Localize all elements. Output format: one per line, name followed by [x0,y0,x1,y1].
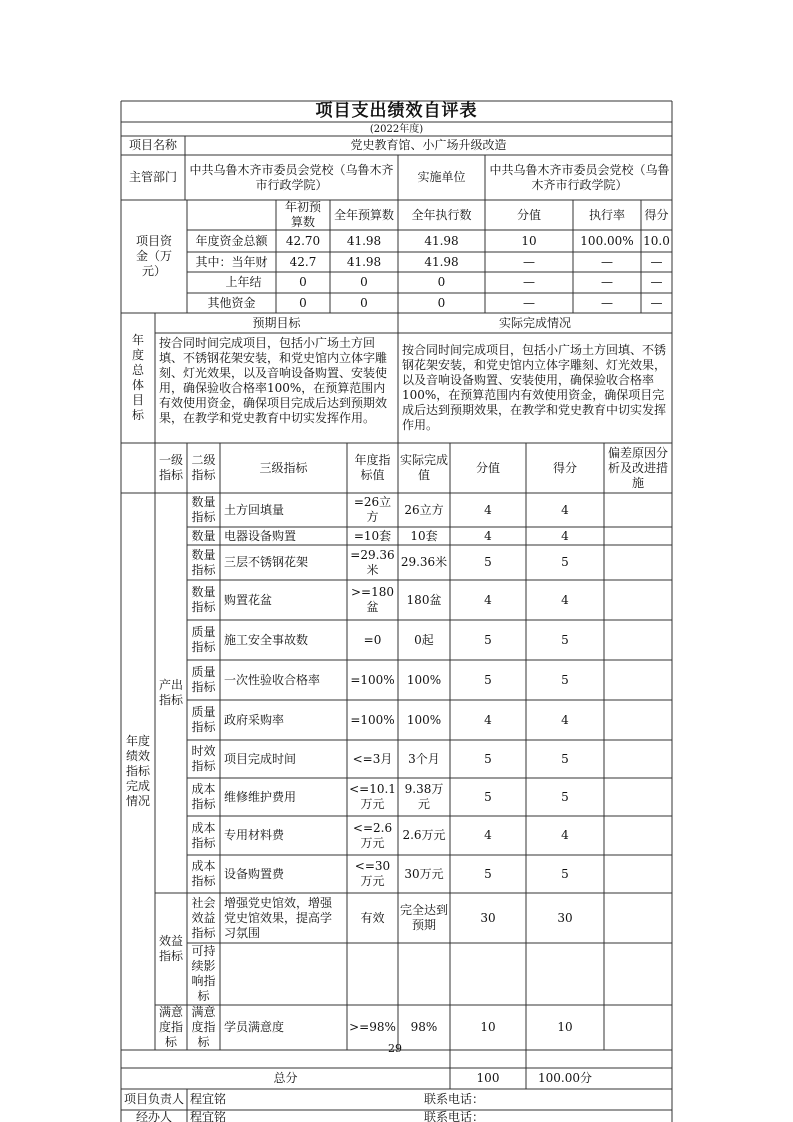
funds-row-current-points: — [523,254,535,269]
indicator-cell-level2: 质量指标 [191,625,216,654]
ind-header-deviation: 偏差原因分析及改进措施 [607,445,668,490]
ind-header-score: 得分 [552,460,577,475]
indicator-cell-level2: 数量指标 [191,547,216,577]
total-label: 总分 [273,1071,298,1085]
ind-section-label: 年度绩效指标完成情况 [126,734,151,808]
indicator-cell-level3: 项目完成时间 [224,751,297,766]
indicator-cell-level2: 成本指标 [191,820,216,850]
indicator-cell-level2: 成本指标 [191,859,216,888]
indicator-cell-target: =26立方 [353,495,392,524]
indicator-cell-points: 4 [484,592,492,607]
dept-label: 主管部门 [128,170,177,184]
indicator-cell-score: 10 [557,1020,573,1034]
indicator-cell-level3: 专用材料费 [224,828,285,842]
total-score: 100.00分 [538,1071,592,1085]
dept-value: 中共乌鲁木齐市委员会党校（乌鲁木齐市行政学院） [189,162,394,192]
indicator-cell-points: 5 [484,672,492,687]
ind-header-actual: 实际完成值 [400,453,449,482]
indicator-cell-actual: 100% [406,672,442,687]
funds-header-initial: 年初预算数 [284,200,321,229]
project-name-value: 党史教育馆、小广场升级改造 [350,138,507,152]
indicator-cell-target: >=180盆 [350,585,394,614]
indicator-cell-score: 4 [561,828,569,842]
funds-row-other-executed: 0 [437,295,446,310]
indicator-cell-target: =100% [350,712,395,727]
funds-row-other-points: — [523,295,535,310]
indicator-cell-target: 有效 [360,910,385,925]
impl-label: 实施单位 [417,170,466,184]
indicator-cell-level3: 土方回填量 [224,502,285,517]
indicator-cell-level2: 质量指标 [191,665,216,694]
year-note: (2022年度) [369,123,424,135]
funds-row-current-executed: 41.98 [424,254,459,269]
indicator-cell-deviation [604,545,672,580]
goals-actual-header: 实际完成情况 [498,315,571,330]
indicator-cell-points: 4 [484,828,492,842]
indicator-cell-level2: 时效指标 [191,744,216,773]
indicator-cell-level2: 满意度指标 [191,1005,216,1049]
indicator-cell-score: 5 [561,866,569,881]
indicator-cell-target: <=2.6万元 [352,820,393,850]
ind-header-level3: 三级指标 [259,460,308,475]
page-number: 29 [388,1042,402,1055]
funds-row-carryover-score: — [650,275,663,289]
indicator-cell-points: 4 [484,712,492,727]
goals-expected-text: 按合同时间完成项目，包括小广场土方回填、不锈钢花架安装，和党史馆内立体字雕刻、灯光效果，以及音响设备购置、安装使用，确保验收合格率100%，在预算范围内有效使用资金，确保项目完成后达到预期效果，在教学和党史教育中切实发挥作用。 [159,336,388,425]
funds-header-points: 分值 [516,207,541,222]
indicator-cell-points: 5 [484,632,492,647]
indicator-cell-level3: 三层不锈钢花架 [224,555,309,569]
indicator-cell-target [347,943,398,1005]
indicator-cell-level3: 购置花盆 [224,592,273,607]
funds-row-carryover-points: — [523,275,535,289]
indicator-cell-actual: 29.36米 [400,555,448,569]
indicator-cell-level3: 增强党史馆效，增强党史馆效果，提高学习氛围 [224,895,333,940]
indicator-cell-target: =100% [350,672,395,687]
indicator-cell-target: =10套 [353,528,392,543]
funds-row-carryover-rate: — [601,275,613,289]
indicator-cell-level3: 维修维护费用 [224,789,297,804]
funds-row-carryover-annual: 0 [360,275,368,289]
indicator-cell-points: 4 [484,502,492,517]
funds-row-total-label: 年度资金总额 [195,233,268,248]
indicator-cell-level3: 一次性验收合格率 [224,672,321,687]
ind-header-level2: 二级指标 [191,453,216,482]
indicator-cell-score: 5 [561,555,569,569]
indicator-cell-deviation [604,660,672,700]
indicator-cell-points: 5 [484,751,492,766]
funds-row-total-executed: 41.98 [424,233,459,248]
indicator-cell-deviation [604,580,672,620]
ind-header-level1: 一级指标 [158,453,183,482]
indicator-cell-score: 30 [557,910,573,925]
indicator-cell-deviation [604,527,672,545]
indicator-cell-score: 5 [561,632,569,647]
goals-label: 年度总体目标 [131,333,144,422]
project-name-label: 项目名称 [128,138,177,152]
total-value: 100 [476,1071,500,1085]
indicator-cell-level3: 电器设备购置 [224,528,297,543]
leader-phone-label: 联系电话： [424,1092,485,1106]
indicator-cell-target: =29.36米 [350,547,395,577]
indicator-cell-level3: 设备购置费 [224,866,285,881]
indicator-cell-deviation [604,855,672,893]
indicator-cell-target: <=10.1万元 [349,782,396,811]
indicator-cell-score: 4 [561,502,569,517]
funds-row-carryover-initial: 0 [299,275,307,289]
ind-header-points: 分值 [475,460,500,475]
indicator-cell-actual: 2.6万元 [402,828,446,842]
funds-row-other-label: 其他资金 [207,295,256,310]
indicator-cell-score: 4 [561,592,569,607]
indicator-cell-actual: 0起 [414,632,434,647]
indicator-cell-target: =0 [363,632,382,647]
indicator-cell-level3: 学员满意度 [224,1020,285,1034]
funds-row-total-score: 10.0 [643,233,670,248]
indicator-cell-actual: 26立方 [404,502,444,517]
funds-row-other-initial: 0 [299,295,307,310]
page-title: 项目支出绩效自评表 [315,101,478,121]
indicator-cell-score: 5 [561,672,569,687]
indicator-cell-points [450,943,526,1005]
indicator-cell-points: 10 [480,1020,496,1034]
indicator-cell-deviation [604,778,672,816]
ind-output-label: 产出指标 [159,678,184,707]
indicator-cell-level2: 成本指标 [191,782,216,811]
indicator-cell-deviation [604,620,672,660]
ind-header-target: 年度指标值 [354,453,391,482]
indicator-cell-deviation [604,493,672,527]
indicator-cell-deviation [604,1005,672,1050]
indicator-cell-level2: 数量指标 [191,495,216,524]
goals-actual-text: 按合同时间完成项目，包括小广场土方回填、不锈钢花架安装，和党史馆内立体字雕刻、灯光效果，以及音响设备购置、安装使用，确保验收合格率100%，在预算范围内有效使用资金，确保项目完成后达到预期效果，在教学和党史教育中切实发挥作用。 [402,343,667,432]
indicator-cell-level2: 数量 [191,528,216,543]
indicator-cell-points: 30 [480,910,496,925]
funds-row-other-score: — [650,295,663,310]
funds-row-other-rate: — [601,295,613,310]
goals-expected-header: 预期目标 [252,315,301,330]
leader-label: 项目负责人 [123,1092,184,1106]
funds-row-current-label: 其中：当年财 [195,254,268,269]
indicator-cell-deviation [604,943,672,1005]
funds-row-current-annual: 41.98 [346,254,382,269]
indicator-cell-actual: 100% [406,712,442,727]
indicator-cell-level3: 施工安全事故数 [224,632,309,647]
funds-row-current-score: — [650,254,663,269]
indicator-cell-deviation [604,700,672,740]
indicator-cell-score: 5 [561,789,569,804]
indicator-cell-level3: 政府采购率 [224,712,285,727]
indicator-cell-deviation [604,893,672,943]
indicator-cell-actual: 9.38万元 [404,782,444,811]
indicator-cell-actual: 30万元 [404,866,444,881]
handler-phone-label: 联系电话： [424,1110,485,1122]
indicator-cell-score [526,943,604,1005]
indicator-cell-actual [398,943,450,1005]
indicator-cell-actual: 98% [410,1020,438,1034]
funds-row-current-initial: 42.7 [289,254,317,269]
funds-row-total-initial: 42.70 [285,233,321,248]
leader-name: 程宜铭 [190,1092,227,1106]
indicator-cell-level3 [220,943,347,1005]
funds-row-current-rate: — [601,254,613,269]
indicator-cell-actual: 3个月 [408,751,440,766]
funds-row-total-points: 10 [521,233,537,248]
funds-row-total-rate: 100.00% [580,233,634,248]
indicator-cell-level2: 质量指标 [191,705,216,734]
funds-header-annual: 全年预算数 [333,207,394,222]
impl-value: 中共乌鲁木齐市委员会党校（乌鲁木齐市行政学院） [489,162,670,192]
funds-label: 项目资金（万元） [135,234,172,278]
indicator-cell-actual: 完全达到预期 [400,903,449,932]
funds-header-score: 得分 [644,207,669,222]
funds-row-other-annual: 0 [360,295,368,310]
indicator-cell-points: 4 [484,528,492,543]
indicator-cell-score: 5 [561,751,569,766]
indicator-cell-deviation [604,740,672,778]
indicator-cell-level2: 可持续影响指标 [191,944,216,1003]
indicator-cell-target: <=3月 [352,751,393,766]
indicator-cell-score: 4 [561,712,569,727]
indicator-cell-actual: 180盆 [406,592,442,607]
funds-row-carryover-executed: 0 [437,275,446,289]
handler-label: 经办人 [135,1110,172,1122]
indicator-cell-points: 5 [484,866,492,881]
handler-name: 程宜铭 [190,1110,227,1122]
funds-header-executed: 全年执行数 [411,207,472,222]
funds-row-carryover-label: 上年结 [225,275,262,289]
ind-benefit-label: 效益指标 [159,934,184,963]
indicator-cell-actual: 10套 [410,528,438,543]
funds-header-rate: 执行率 [588,207,625,222]
indicator-cell-level2: 数量指标 [191,585,216,614]
indicator-cell-points: 5 [484,789,492,804]
indicator-cell-score: 4 [561,528,569,543]
indicator-cell-target: >=98% [349,1020,396,1034]
ind-satisfaction-label: 满意度指标 [158,1005,183,1049]
indicator-cell-level2: 社会效益指标 [191,895,216,940]
funds-row-total-annual: 41.98 [346,233,382,248]
indicator-cell-points: 5 [484,555,492,569]
indicator-cell-deviation [604,816,672,855]
indicator-cell-target: <=30万元 [354,859,391,888]
